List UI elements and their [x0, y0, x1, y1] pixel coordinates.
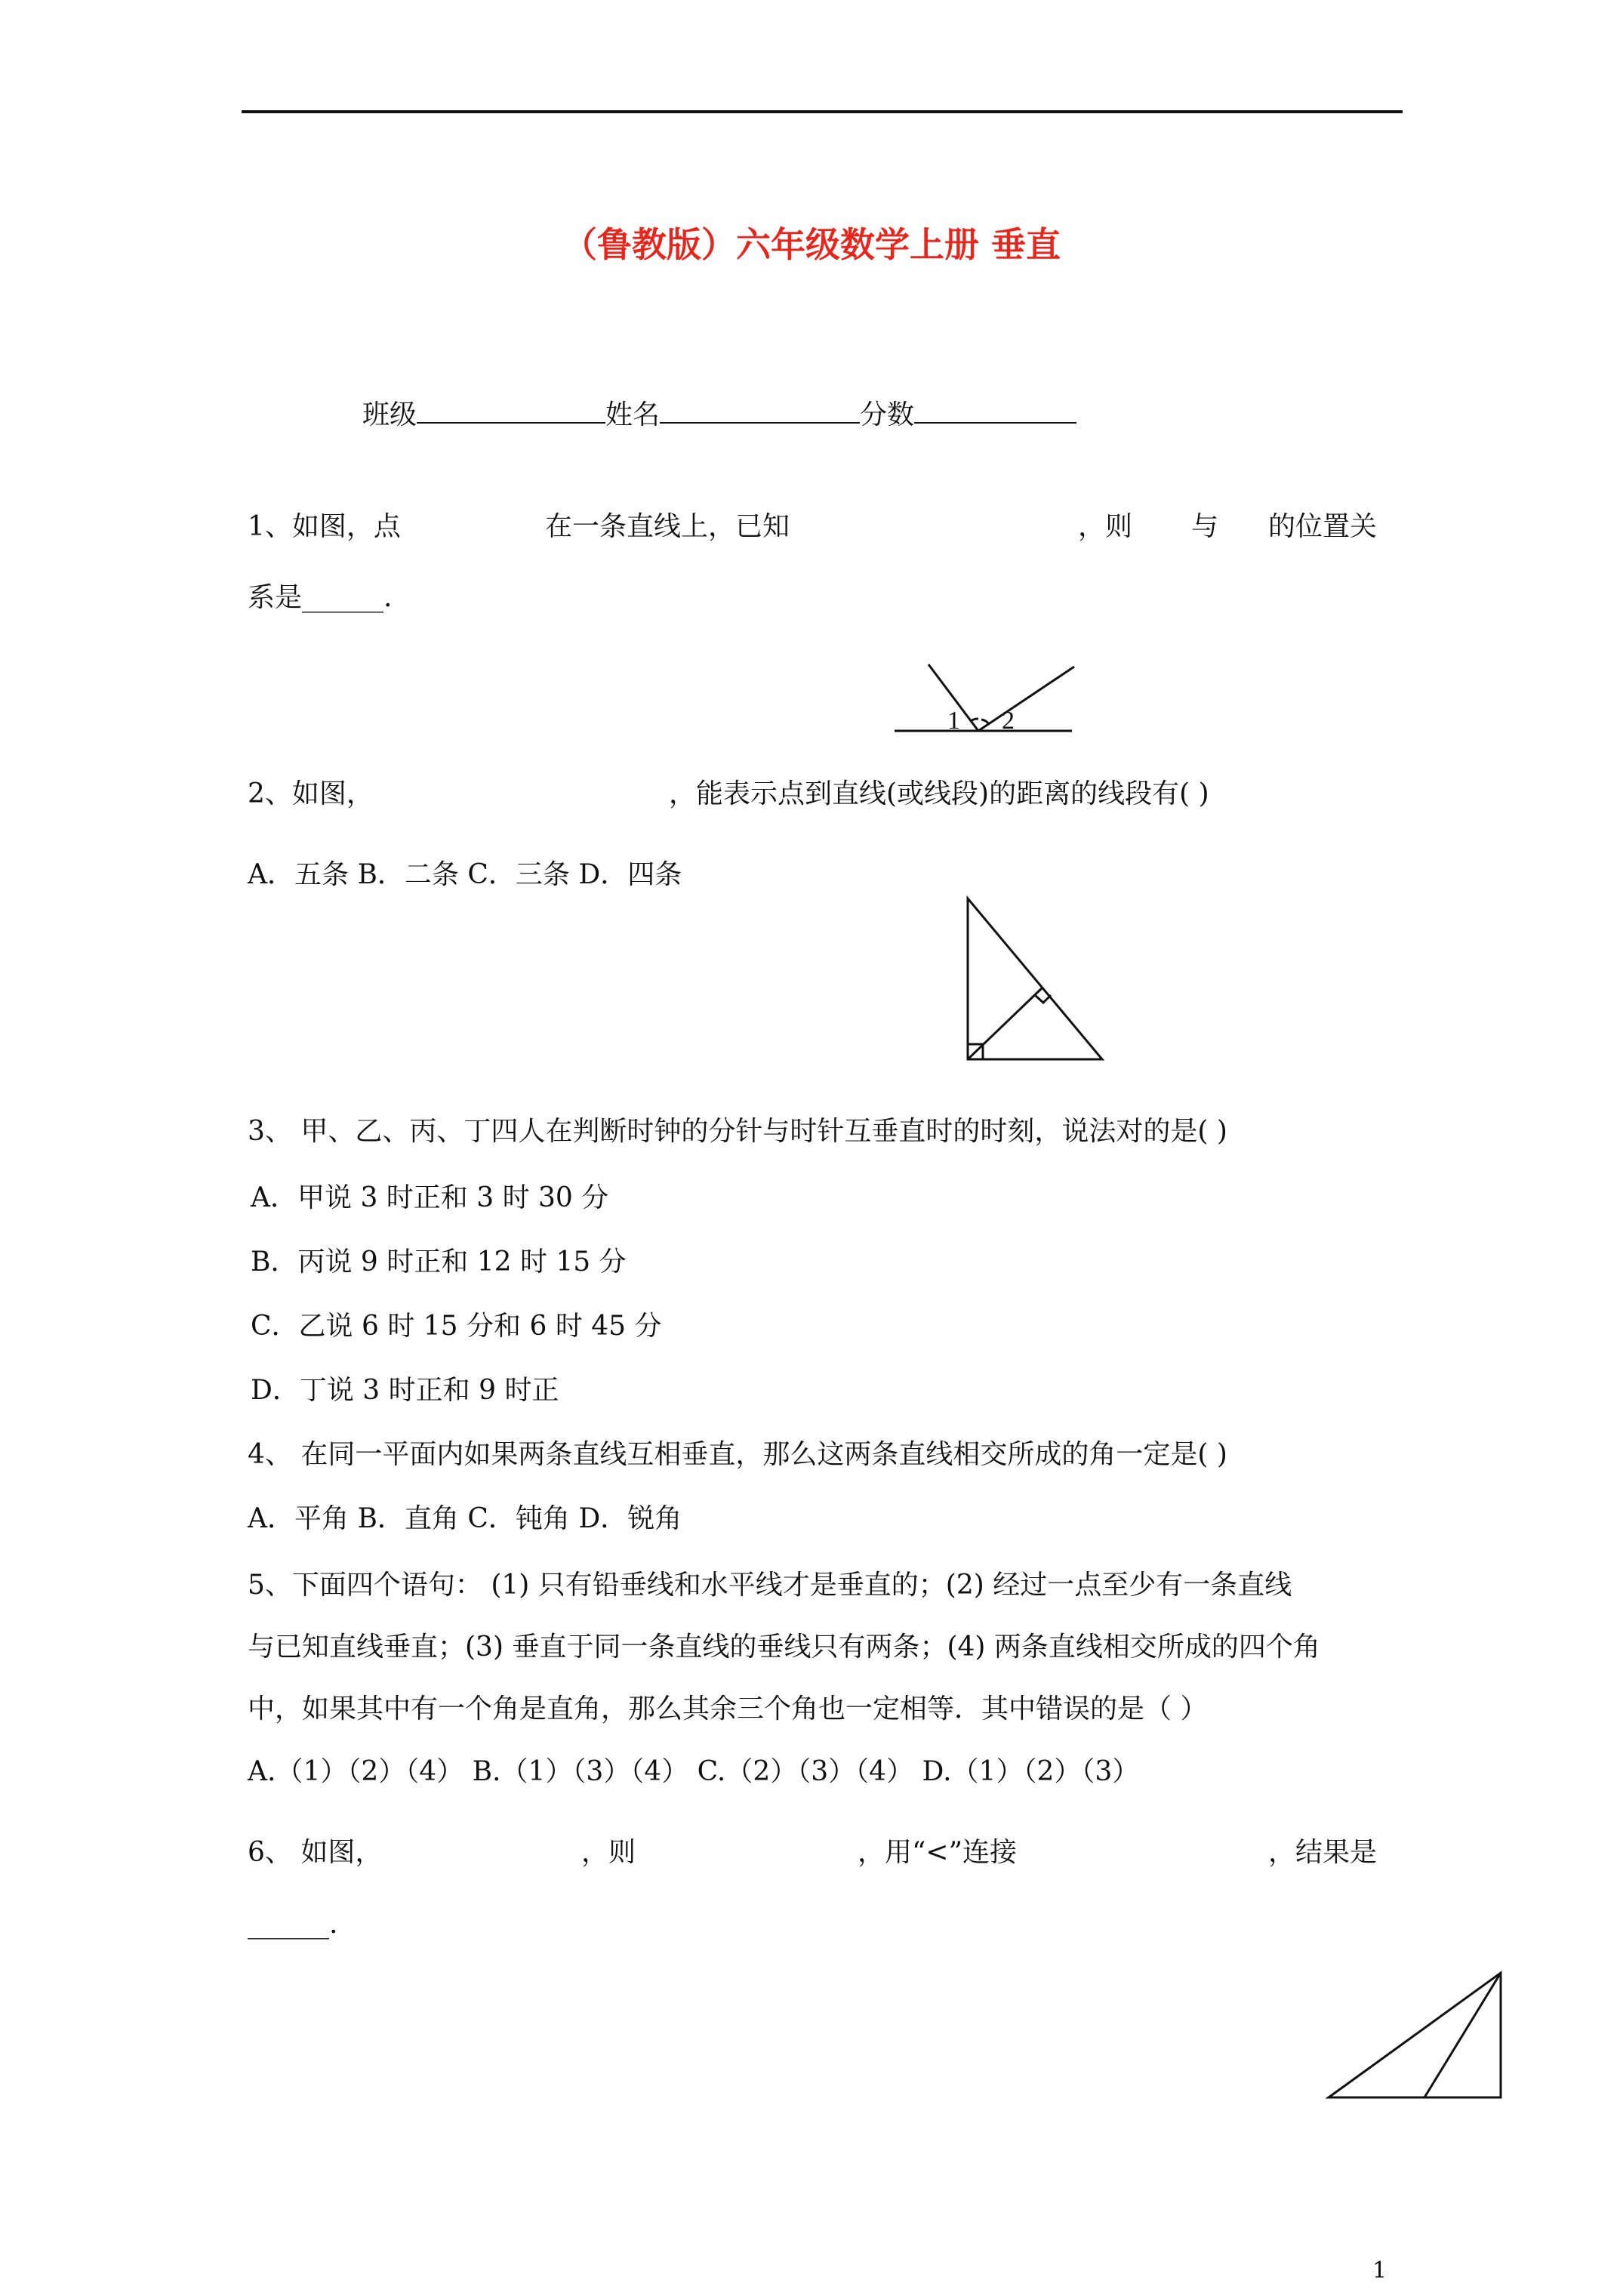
score-label: 分数	[860, 399, 915, 430]
q3-option-c: C．乙说 6 时 15 分和 6 时 45 分	[251, 1311, 662, 1342]
q1-prefix: 1、如图，点	[248, 511, 401, 542]
fig3-triangle	[1329, 1973, 1501, 2097]
q6-prefix: 6、 如图，	[248, 1837, 383, 1868]
score-blank[interactable]	[914, 399, 1076, 424]
fig1-angle-label-1: 1	[947, 707, 960, 735]
q1-line-2: 系是______.	[248, 582, 393, 613]
fig3-cevian	[1424, 1973, 1501, 2097]
q6-segment-3: ，结果是	[1268, 1837, 1378, 1868]
q5-line-2: 与已知直线垂直；(3) 垂直于同一条直线的垂线只有两条；(4) 两条直线相交所成的四个角	[248, 1632, 1320, 1663]
fig1-angle-label-2: 2	[1002, 707, 1015, 735]
header-rule	[242, 110, 1403, 113]
fig2-right-angle-mark-2	[1035, 995, 1051, 1003]
q4-options: A．平角 B．直角 C．钝角 D．锐角	[248, 1503, 682, 1534]
name-blank[interactable]	[660, 399, 860, 424]
q2-options: A．五条 B．二条 C．三条 D．四条	[248, 859, 682, 890]
q5-line-3: 中，如果其中有一个角是直角，那么其余三个角也一定相等．其中错误的是（ ）	[248, 1693, 1208, 1724]
class-label: 班级	[362, 399, 417, 430]
fig1-right-ray	[978, 667, 1074, 731]
page-number: 1	[1372, 2257, 1387, 2284]
q6-segment-2: ，用“<”连接	[858, 1837, 1017, 1868]
figure-1-angles	[891, 661, 1079, 736]
q4-stem: 4、 在同一平面内如果两条直线互相垂直，那么这两条直线相交所成的角一定是( )	[248, 1439, 1227, 1470]
q1-segment-1: 在一条直线上，已知	[545, 511, 790, 542]
figure-2-right-triangle	[959, 895, 1110, 1068]
student-info-row	[362, 399, 1076, 432]
q1-segment-4: 的位置关	[1268, 511, 1378, 542]
class-blank[interactable]	[417, 399, 605, 424]
q3-option-a: A．甲说 3 时正和 3 时 30 分	[251, 1182, 609, 1213]
fig1-angle-arc-1	[971, 719, 978, 721]
q5-line-1: 5、下面四个语句： (1) 只有铅垂线和水平线才是垂直的；(2) 经过一点至少有一条直线	[248, 1570, 1292, 1601]
fig2-altitude	[968, 988, 1042, 1059]
q3-option-d: D．丁说 3 时正和 9 时正	[251, 1375, 559, 1406]
name-label: 姓名	[605, 399, 661, 430]
fig1-angle-arc-2	[981, 720, 989, 724]
fig2-triangle	[968, 898, 1102, 1059]
document-title: （鲁教版）六年级数学上册 垂直	[562, 224, 1061, 265]
q5-options: A.（1）（2）（4） B.（1）（3）（4） C.（2）（3）（4） D.（1）（2）（3）	[248, 1756, 1140, 1787]
q2-prefix: 2、如图，	[248, 778, 374, 809]
q6-segment-1: ，则	[581, 1837, 636, 1868]
q1-segment-2: ，则	[1078, 511, 1133, 542]
figure-3-triangle	[1325, 1969, 1506, 2105]
q3-option-b: B．丙说 9 时正和 12 时 15 分	[251, 1247, 627, 1277]
q1-segment-3: 与	[1191, 511, 1219, 542]
q6-line-2: ______.	[248, 1909, 338, 1940]
q2-stem: ，能表示点到直线(或线段)的距离的线段有( )	[669, 778, 1209, 809]
q3-stem: 3、 甲、乙、丙、丁四人在判断时钟的分针与时针互垂直时的时刻，说法对的是( )	[248, 1116, 1227, 1147]
